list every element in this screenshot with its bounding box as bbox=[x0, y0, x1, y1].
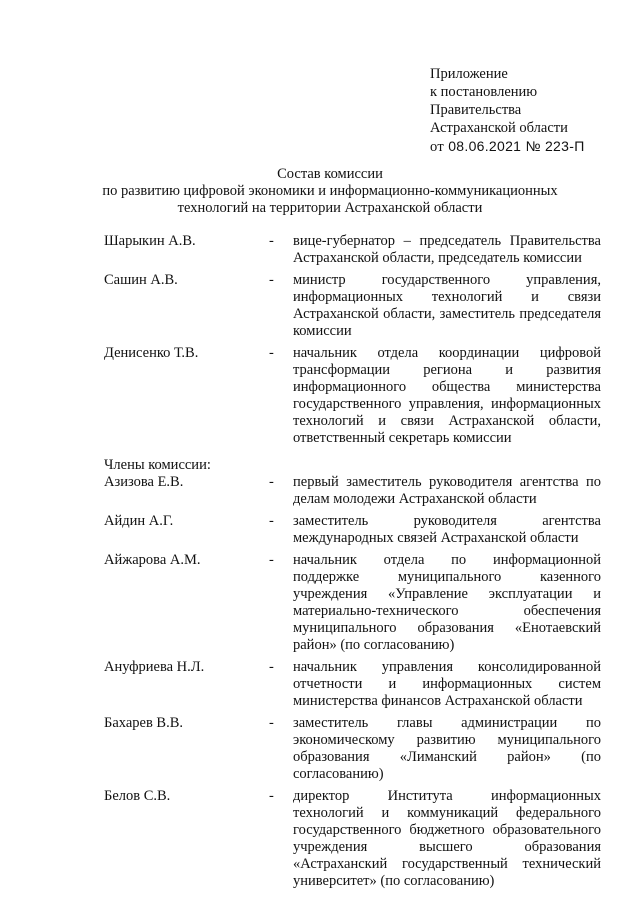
roster-row bbox=[104, 272, 604, 340]
appendix-line: к постановлению bbox=[430, 84, 538, 100]
member-name: Азизова Е.В. bbox=[104, 474, 184, 490]
member-name: Белов С.В. bbox=[104, 788, 171, 804]
appendix-line: Астраханской области bbox=[430, 120, 568, 136]
dash-separator: - bbox=[269, 272, 274, 288]
appendix-date-line bbox=[430, 137, 630, 156]
dash-separator: - bbox=[269, 659, 274, 675]
member-role: первый заместитель руководителя агентства по делам молодежи Астраханской области bbox=[293, 474, 601, 507]
appendix-line: Приложение bbox=[430, 66, 508, 82]
member-role: министр государственного управления, информационных технологий и связи Астраханской области, заместитель председателя комиссии bbox=[293, 272, 601, 339]
date-number: 08.06.2021 № 223-П bbox=[448, 138, 585, 154]
member-role: директор Института информационных технологий и коммуникаций федерального государственного бюджетного образовательного учреждения высшего образования «Астраханский государственный технический университет» (по согласованию) bbox=[293, 788, 601, 889]
member-role: заместитель руководителя агентства международных связей Астраханской области bbox=[293, 513, 601, 546]
roster-row bbox=[104, 659, 604, 710]
dash-separator: - bbox=[269, 345, 274, 361]
member-role: начальник управления консолидированной отчетности и информационных систем министерства финансов Астраханской области bbox=[293, 659, 601, 709]
roster-row bbox=[104, 233, 604, 267]
heading-title: Состав комиссии bbox=[277, 166, 383, 182]
member-name: Шарыкин А.В. bbox=[104, 233, 196, 249]
member-name: Бахарев В.В. bbox=[104, 715, 184, 731]
heading-subtitle-line: по развитию цифровой экономики и информационно-коммуникационных bbox=[102, 183, 558, 199]
member-name: Айдин А.Г. bbox=[104, 513, 174, 529]
roster-row bbox=[104, 513, 604, 547]
date-prefix: от bbox=[430, 139, 444, 155]
member-role: заместитель главы администрации по экономическому развитию муниципального образования «Лиманский район» (по согласованию) bbox=[293, 715, 601, 782]
commission-roster bbox=[104, 233, 604, 895]
roster-row bbox=[104, 552, 604, 654]
member-name: Айжарова А.М. bbox=[104, 552, 201, 568]
member-name: Сашин А.В. bbox=[104, 272, 178, 288]
document-heading bbox=[60, 166, 600, 217]
appendix-block bbox=[430, 65, 630, 156]
roster-row bbox=[104, 345, 604, 447]
roster-row bbox=[104, 474, 604, 508]
appendix-line: Правительства bbox=[430, 102, 522, 118]
roster-row bbox=[104, 788, 604, 890]
dash-separator: - bbox=[269, 715, 274, 731]
member-name: Денисенко Т.В. bbox=[104, 345, 199, 361]
member-role: начальник отдела по информационной поддержке муниципального казенного учреждения «Управление эксплуатации и материально-технического обеспечения муниципального образования «Енотаевский район» (по согласованию) bbox=[293, 552, 601, 653]
dash-separator: - bbox=[269, 552, 274, 568]
dash-separator: - bbox=[269, 474, 274, 490]
roster-row bbox=[104, 715, 604, 783]
dash-separator: - bbox=[269, 513, 274, 529]
member-name: Ануфриева Н.Л. bbox=[104, 659, 205, 675]
heading-subtitle-line: технологий на территории Астраханской области bbox=[177, 200, 483, 216]
dash-separator: - bbox=[269, 233, 274, 249]
members-heading: Члены комиссии: bbox=[104, 457, 211, 473]
dash-separator: - bbox=[269, 788, 274, 804]
member-role: вице-губернатор – председатель Правительства Астраханской области, председатель комиссии bbox=[293, 233, 601, 266]
member-role: начальник отдела координации цифровой трансформации региона и развития информационного общества министерства государственного управления, информационных технологий и связи Астраханской области, ответственный секретарь комиссии bbox=[293, 345, 601, 446]
